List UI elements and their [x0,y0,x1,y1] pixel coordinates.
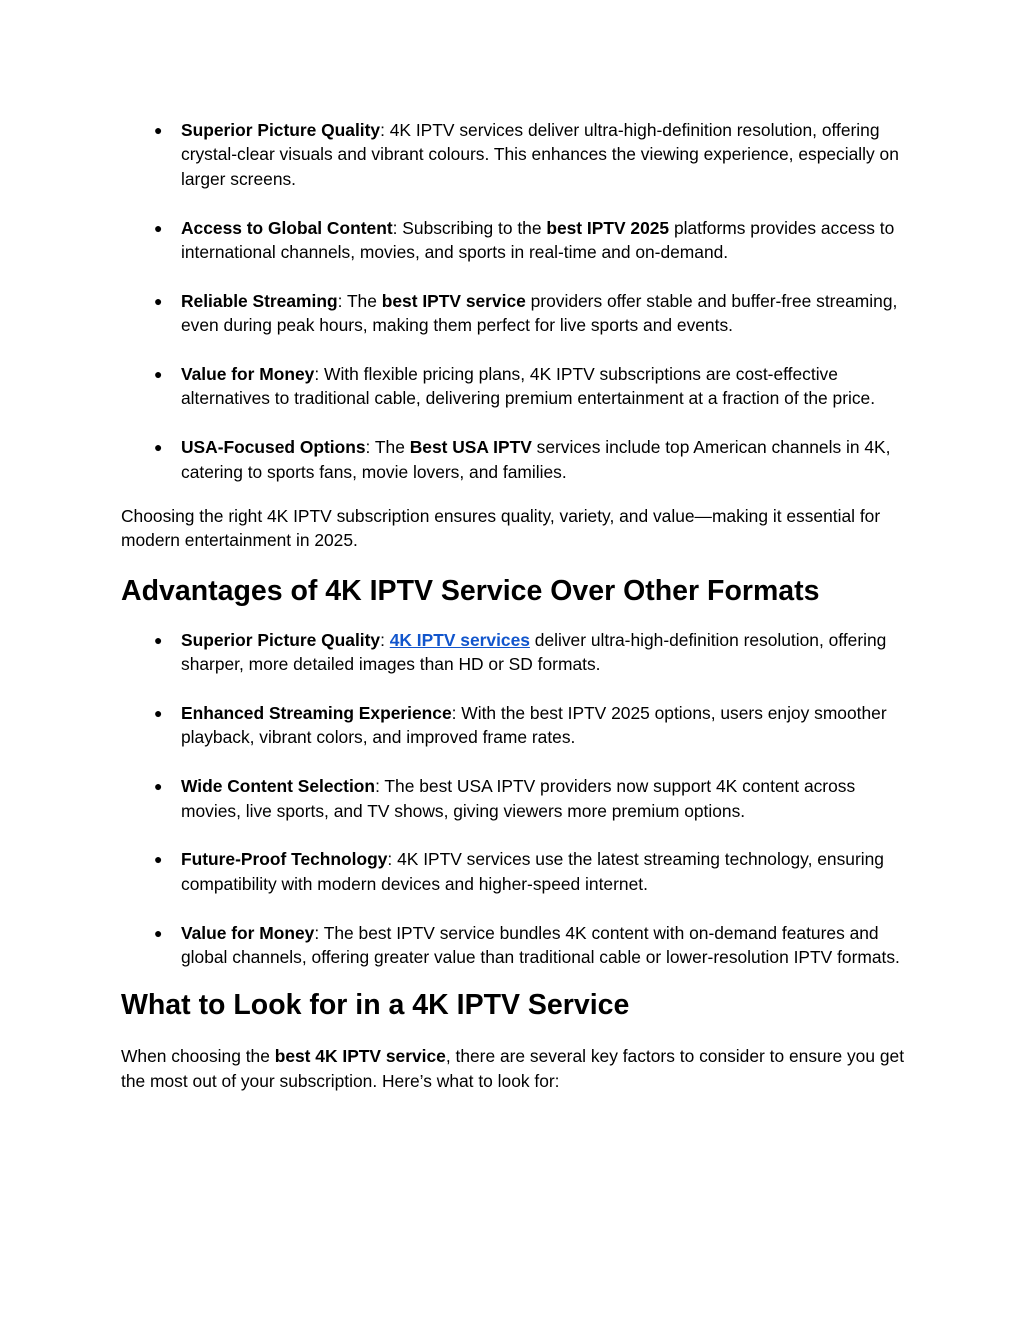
bullet-dot-icon: ● [154,631,163,648]
benefits-item [121,118,911,191]
inline-bold-text: best IPTV 2025 [546,217,670,238]
benefits-item [121,435,911,484]
item-term: Value for Money [181,922,315,943]
lookfor-heading: What to Look for in a 4K IPTV Service [121,989,630,1022]
bullet-dot-icon: ● [154,366,163,383]
item-term: Enhanced Streaming Experience [181,703,452,724]
item-text: With the best IPTV 2025 options, users enjoy smoother playback, vibrant colors, and improved frame rates. [181,703,887,748]
advantages-item [121,628,911,677]
item-text: The [374,437,410,458]
advantages-item [121,847,911,896]
item-term: Wide Content Selection [181,776,376,797]
item-separator: : [337,290,347,311]
item-separator: : [380,629,390,650]
bullet-dot-icon: ● [154,122,163,138]
item-text: providers offer stable and buffer-free streaming, even during peak hours, making them perfect for live sports and events. [181,290,898,336]
bullet-dot-icon: ● [154,851,163,868]
item-text: The best IPTV service bundles 4K content with on-demand features and global channels, offering greater value than traditional cable or lower-resolution IPTV formats. [181,922,900,968]
item-separator: : [387,849,398,870]
item-text: Subscribing to the [402,217,547,238]
inline-bold-text: best IPTV service [381,290,526,311]
item-term: Superior Picture Quality [181,629,381,650]
item-term: Future-Proof Technology [181,849,388,870]
bullet-dot-icon: ● [154,705,163,722]
lookfor-intro-bold: best 4K IPTV service [274,1046,446,1067]
document-page [121,118,911,1093]
item-text: The [346,290,382,311]
item-term: Value for Money [181,364,315,385]
item-term: Access to Global Content [181,217,393,238]
benefits-item [121,362,911,411]
bullet-dot-icon: ● [154,292,163,309]
inline-bold-text: Best USA IPTV [409,437,532,458]
item-separator: : [314,922,324,943]
item-separator: : [365,437,375,458]
bullet-dot-icon: ● [154,778,163,795]
item-separator: : [392,217,403,238]
benefits-item [121,289,911,338]
item-text: platforms provides access to international channels, movies, and sports in real-time and on-demand. [181,217,895,263]
bullet-dot-icon: ● [154,439,163,456]
advantages-heading: Advantages of 4K IPTV Service Over Other Formats [121,574,820,607]
advantages-item [121,921,911,970]
item-term: USA-Focused Options [181,437,366,458]
item-separator: : [375,776,385,797]
item-text: 4K IPTV services use the latest streaming technology, ensuring compatibility with modern devices and higher-speed internet. [181,849,884,894]
benefits-item [121,216,911,265]
bullet-dot-icon: ● [154,924,163,941]
advantages-item [121,701,911,750]
bullet-dot-icon: ● [154,219,163,236]
advantages-list [121,628,911,970]
summary-paragraph: Choosing the right 4K IPTV subscription ensures quality, variety, and value—making it essential for modern entertainment in 2025. [121,506,881,551]
inline-link[interactable]: 4K IPTV services [389,629,530,650]
item-text: The best USA IPTV providers now support 4K content across movies, live sports, and TV shows, giving viewers more premium options. [181,776,856,821]
item-text: With flexible pricing plans, 4K IPTV subscriptions are cost-effective alternatives to traditional cable, delivering premium entertainment at a fraction of the price. [181,364,876,409]
item-separator: : [451,703,462,724]
item-separator: : [380,120,390,140]
advantages-item [121,774,911,823]
item-term: Reliable Streaming [181,290,338,311]
item-text: services include top American channels in 4K, catering to sports fans, movie lovers, and families. [181,437,891,482]
lookfor-intro-after: , there are several key factors to consider to ensure you get the most out of your subscription. Here’s what to look for: [121,1046,905,1091]
item-text: 4K IPTV services deliver ultra-high-definition resolution, offering crystal-clear visuals and vibrant colours. This enhances the viewing experience, especially on larger screens. [181,120,899,189]
lookfor-intro-before: When choosing the [121,1046,275,1067]
item-separator: : [314,364,325,385]
item-text: deliver ultra-high-definition resolution, offering sharper, more detailed images than HD or SD formats. [181,629,887,675]
lookfor-intro-paragraph [121,1044,911,1093]
benefits-list [121,118,911,484]
item-term: Superior Picture Quality [181,120,381,140]
